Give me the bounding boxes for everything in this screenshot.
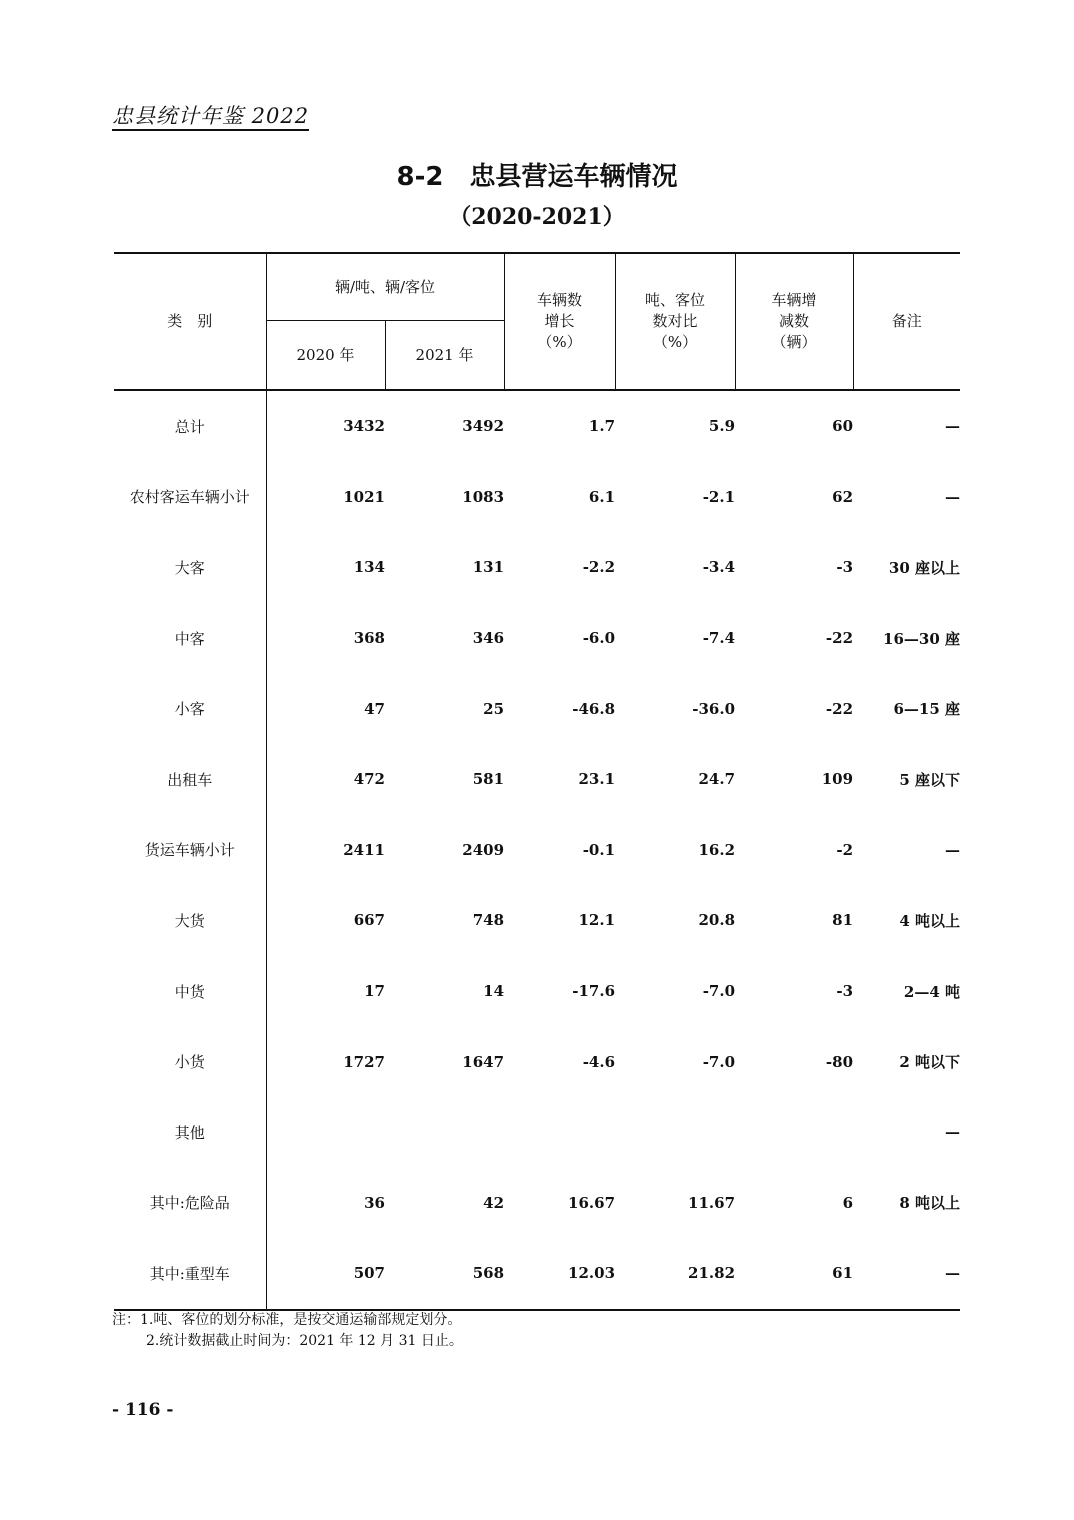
cell-2020: 507 (266, 1238, 385, 1310)
table-row (114, 1097, 960, 1168)
cell-2021: 568 (385, 1238, 504, 1310)
table-row (114, 603, 960, 674)
table-row (114, 462, 960, 533)
cell-2020: 2411 (266, 815, 385, 886)
table-row (114, 885, 960, 956)
cell-change: -3 (836, 982, 854, 1001)
cell-note: 5 座以下 (899, 770, 961, 789)
cell-ratio: 5.9 (708, 417, 736, 436)
cell-category: 小客 (174, 700, 205, 719)
cell-ratio: 16.2 (698, 840, 736, 859)
cell-2020: 368 (266, 603, 385, 674)
cell-growth: 16.67 (568, 1193, 616, 1212)
header-vehicle-change-line2: 减数 (779, 312, 810, 330)
cell-change: 62 (832, 487, 854, 506)
table-title: 8-2 忠县营运车辆情况 (396, 162, 678, 192)
cell-growth: 12.1 (578, 911, 616, 930)
cell-2020: 134 (266, 532, 385, 603)
cell-2021: 25 (483, 699, 505, 718)
header-remarks: 备注 (853, 253, 960, 390)
cell-growth: -4.6 (582, 1052, 616, 1071)
cell-category: 其中:重型车 (114, 1238, 266, 1310)
cell-category: 中货 (174, 982, 205, 1001)
cell-2020: 17 (266, 956, 385, 1027)
cell-2021: 346 (472, 629, 505, 648)
header-vehicle-change (735, 253, 853, 390)
cell-2020: 667 (266, 885, 385, 956)
cell-change: 6 (842, 1193, 854, 1212)
vehicle-stats-table (114, 252, 960, 1311)
cell-note: — (945, 417, 961, 436)
table-row (114, 1168, 960, 1239)
header-tonnage-ratio-line3: （%） (652, 333, 698, 351)
cell-change (735, 1097, 853, 1168)
cell-change: -3 (836, 558, 854, 577)
cell-category: 农村客运车辆小计 (129, 488, 250, 507)
cell-category: 中客 (174, 629, 205, 648)
footnote-line-1: 注：1.吨、客位的划分标准，是按交通运输部规定划分。 (112, 1312, 462, 1328)
table-row (114, 673, 960, 744)
cell-growth: 1.7 (588, 417, 616, 436)
cell-2020 (266, 1097, 385, 1168)
header-vehicle-growth-line3: （%） (537, 333, 582, 351)
running-head: 忠县统计年鉴 2022 (112, 104, 309, 131)
table-row (114, 744, 960, 815)
cell-category: 总计 (174, 417, 205, 436)
cell-ratio: 21.82 (615, 1238, 735, 1310)
cell-growth: 23.1 (578, 770, 616, 789)
cell-category: 大客 (174, 558, 205, 577)
cell-note: 2 吨以下 (899, 1053, 961, 1072)
cell-category: 出租车 (167, 770, 213, 789)
cell-change: -2 (836, 840, 854, 859)
cell-2021: 748 (472, 911, 505, 930)
table-row (114, 956, 960, 1027)
cell-2021: 1083 (462, 487, 505, 506)
cell-2020: 1727 (266, 1026, 385, 1097)
cell-growth: -0.1 (582, 840, 616, 859)
cell-2020: 472 (266, 744, 385, 815)
table-row (114, 390, 960, 462)
cell-note: 30 座以上 (888, 558, 961, 577)
header-tonnage-ratio-line1: 吨、客位 (645, 291, 706, 309)
table-row (114, 1238, 960, 1310)
cell-change: -80 (825, 1052, 854, 1071)
header-tonnage-ratio (615, 253, 735, 390)
cell-2021 (385, 1097, 504, 1168)
cell-growth: 6.1 (588, 487, 616, 506)
header-year-2020: 2020 年 (266, 321, 385, 391)
header-tonnage-ratio-line2: 数对比 (652, 312, 698, 330)
table-row (114, 815, 960, 886)
cell-note: 16—30 座 (883, 629, 961, 648)
table-row (114, 532, 960, 603)
cell-change: 81 (832, 911, 854, 930)
cell-ratio: -7.4 (702, 629, 736, 648)
cell-2020: 3432 (266, 390, 385, 462)
cell-category: 货运车辆小计 (144, 841, 235, 860)
cell-ratio: 24.7 (698, 770, 736, 789)
header-category: 类 别 (114, 253, 266, 390)
footnote (112, 1310, 463, 1352)
cell-ratio: 20.8 (698, 911, 736, 930)
cell-change: 60 (832, 417, 854, 436)
cell-growth: 12.03 (504, 1238, 615, 1310)
cell-category: 其他 (174, 1123, 205, 1142)
cell-ratio: -7.0 (702, 982, 736, 1001)
cell-2021: 42 (483, 1193, 505, 1212)
cell-note: 2—4 吨 (903, 982, 961, 1001)
cell-2021: 581 (472, 770, 505, 789)
header-vehicle-change-line1: 车辆增 (771, 291, 817, 309)
cell-change: -22 (825, 629, 854, 648)
cell-ratio: -36.0 (692, 699, 736, 718)
header-unit-group: 辆/吨、辆/客位 (266, 253, 504, 321)
cell-change: 61 (735, 1238, 853, 1310)
footnote-line-2: 2.统计数据截止时间为：2021 年 12 月 31 日止。 (146, 1333, 463, 1349)
cell-note: — (945, 487, 961, 506)
header-vehicle-change-line3: （辆） (771, 333, 817, 351)
cell-category: 其中:危险品 (149, 1194, 230, 1213)
cell-2021: 131 (472, 558, 505, 577)
cell-note: 4 吨以上 (899, 911, 961, 930)
header-vehicle-growth (504, 253, 615, 390)
cell-2021: 3492 (462, 417, 505, 436)
cell-note: 8 吨以上 (899, 1194, 961, 1213)
header-vehicle-growth-line1: 车辆数 (537, 291, 583, 309)
cell-2021: 2409 (462, 840, 505, 859)
cell-2020: 36 (266, 1168, 385, 1239)
cell-ratio: 11.67 (688, 1193, 736, 1212)
cell-2021: 1647 (462, 1052, 505, 1071)
cell-change: 109 (821, 770, 854, 789)
cell-ratio (615, 1097, 735, 1168)
header-year-2021: 2021 年 (385, 321, 504, 391)
table-row (114, 1026, 960, 1097)
cell-growth: -6.0 (582, 629, 616, 648)
cell-growth: -46.8 (572, 699, 616, 718)
cell-growth: -17.6 (572, 982, 616, 1001)
cell-ratio: -3.4 (702, 558, 736, 577)
cell-growth: -2.2 (582, 558, 616, 577)
cell-change: -22 (825, 699, 854, 718)
cell-note: 6—15 座 (893, 700, 961, 719)
table-subtitle: （2020-2021） (449, 204, 625, 230)
cell-2021: 14 (483, 982, 505, 1001)
cell-note: — (853, 1238, 960, 1310)
cell-growth (504, 1097, 615, 1168)
cell-ratio: -2.1 (702, 487, 736, 506)
cell-2020: 47 (266, 673, 385, 744)
header-vehicle-growth-line2: 增长 (544, 312, 575, 330)
cell-note: — (945, 840, 961, 859)
cell-2020: 1021 (266, 462, 385, 533)
cell-ratio: -7.0 (702, 1052, 736, 1071)
cell-category: 大货 (174, 911, 205, 930)
cell-note: — (945, 1123, 961, 1142)
page-number: - 116 - (112, 1400, 174, 1420)
cell-category: 小货 (174, 1053, 205, 1072)
